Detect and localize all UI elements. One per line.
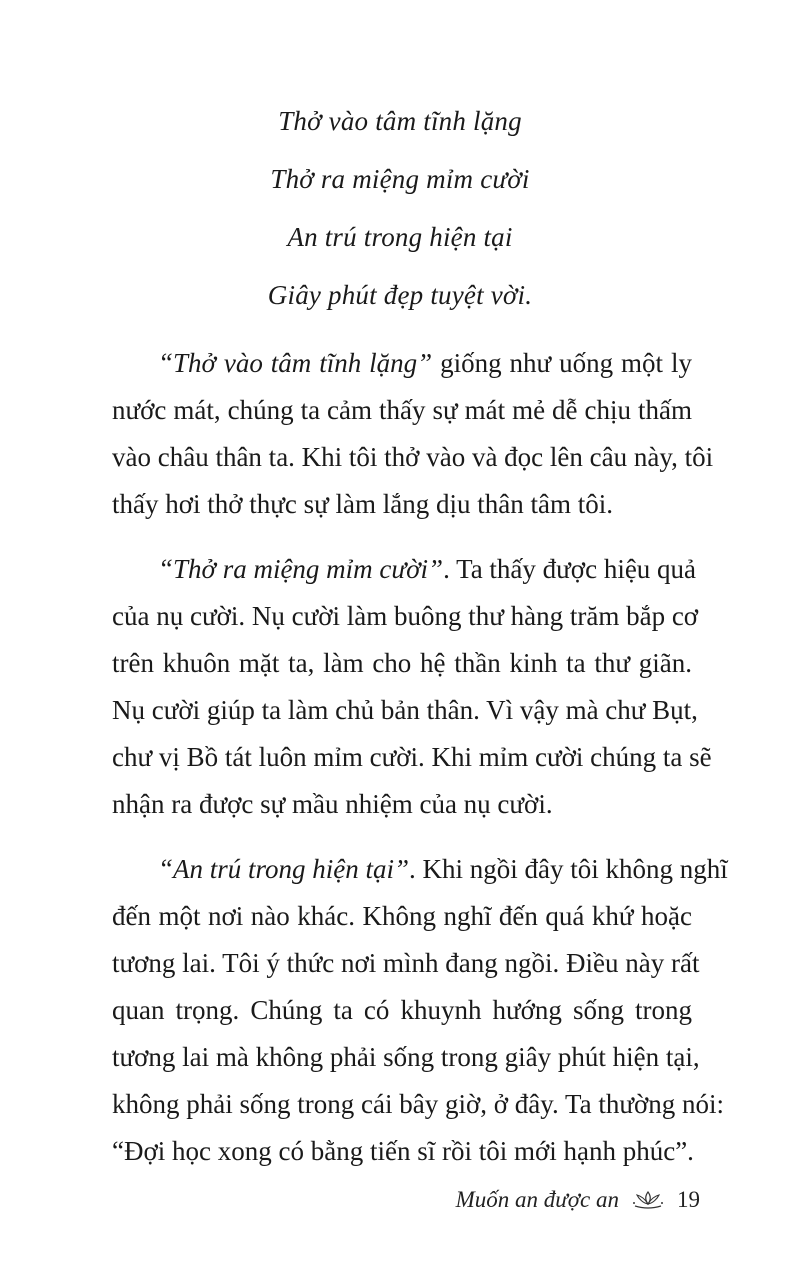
text-line: thấy hơi thở thực sự làm lắng dịu thân tâm tôi.: [112, 489, 614, 519]
paragraph-1: [112, 340, 714, 528]
text-line: đến một nơi nào khác. Không nghĩ đến quá khứ hoặc: [112, 901, 692, 931]
text-line: trên khuôn mặt ta, làm cho hệ thần kinh ta thư giãn.: [112, 648, 692, 678]
text-segment: . Khi ngồi đây tôi không nghĩ: [409, 854, 728, 884]
text-line: [112, 546, 697, 593]
text-line: của nụ cười. Nụ cười làm buông thư hàng trăm bắp cơ: [112, 601, 699, 631]
paragraph-2: [112, 546, 712, 828]
page-number: 19: [677, 1187, 700, 1212]
text-segment: . Ta thấy được hiệu quả: [443, 554, 697, 584]
text-line: [112, 340, 692, 387]
text-line: Nụ cười giúp ta làm chủ bản thân. Vì vậy mà chư Bụt,: [112, 695, 698, 725]
text-line: tương lai. Tôi ý thức nơi mình đang ngồi. Điều này rất: [112, 948, 700, 978]
text-line: “Đợi học xong có bằng tiến sĩ rồi tôi mới hạnh phúc”.: [112, 1136, 694, 1166]
text-line: quan trọng. Chúng ta có khuynh hướng sống trong: [112, 995, 692, 1025]
text-segment: giống như uống một ly: [432, 348, 692, 378]
text-line: vào châu thân ta. Khi tôi thở vào và đọc lên câu này, tôi: [112, 442, 714, 472]
poem-line: An trú trong hiện tại: [287, 222, 513, 252]
text-line: [112, 846, 728, 893]
poem-line: Thở vào tâm tĩnh lặng: [278, 106, 522, 136]
quoted-phrase: “Thở vào tâm tĩnh lặng”: [158, 348, 433, 378]
paragraph-3: [112, 846, 728, 1175]
poem-line: Giây phút đẹp tuyệt vời.: [267, 280, 533, 310]
quoted-phrase: “An trú trong hiện tại”: [158, 854, 410, 884]
quoted-phrase: “Thở ra miệng mỉm cười”: [158, 554, 444, 584]
running-title: Muốn an được an: [455, 1187, 619, 1212]
text-line: tương lai mà không phải sống trong giây phút hiện tại,: [112, 1042, 700, 1072]
text-line: không phải sống trong cái bây giờ, ở đây. Ta thường nói:: [112, 1089, 724, 1119]
page-footer: [420, 1180, 700, 1220]
text-line: nhận ra được sự mầu nhiệm của nụ cười.: [112, 789, 553, 819]
body-text: [112, 340, 728, 1193]
poem-line: Thở ra miệng mỉm cười: [270, 164, 530, 194]
poem-stanza: [0, 92, 800, 324]
lotus-ornament-icon: [631, 1189, 665, 1211]
text-line: chư vị Bồ tát luôn mỉm cười. Khi mỉm cười chúng ta sẽ: [112, 742, 712, 772]
text-line: nước mát, chúng ta cảm thấy sự mát mẻ dễ chịu thấm: [112, 395, 692, 425]
